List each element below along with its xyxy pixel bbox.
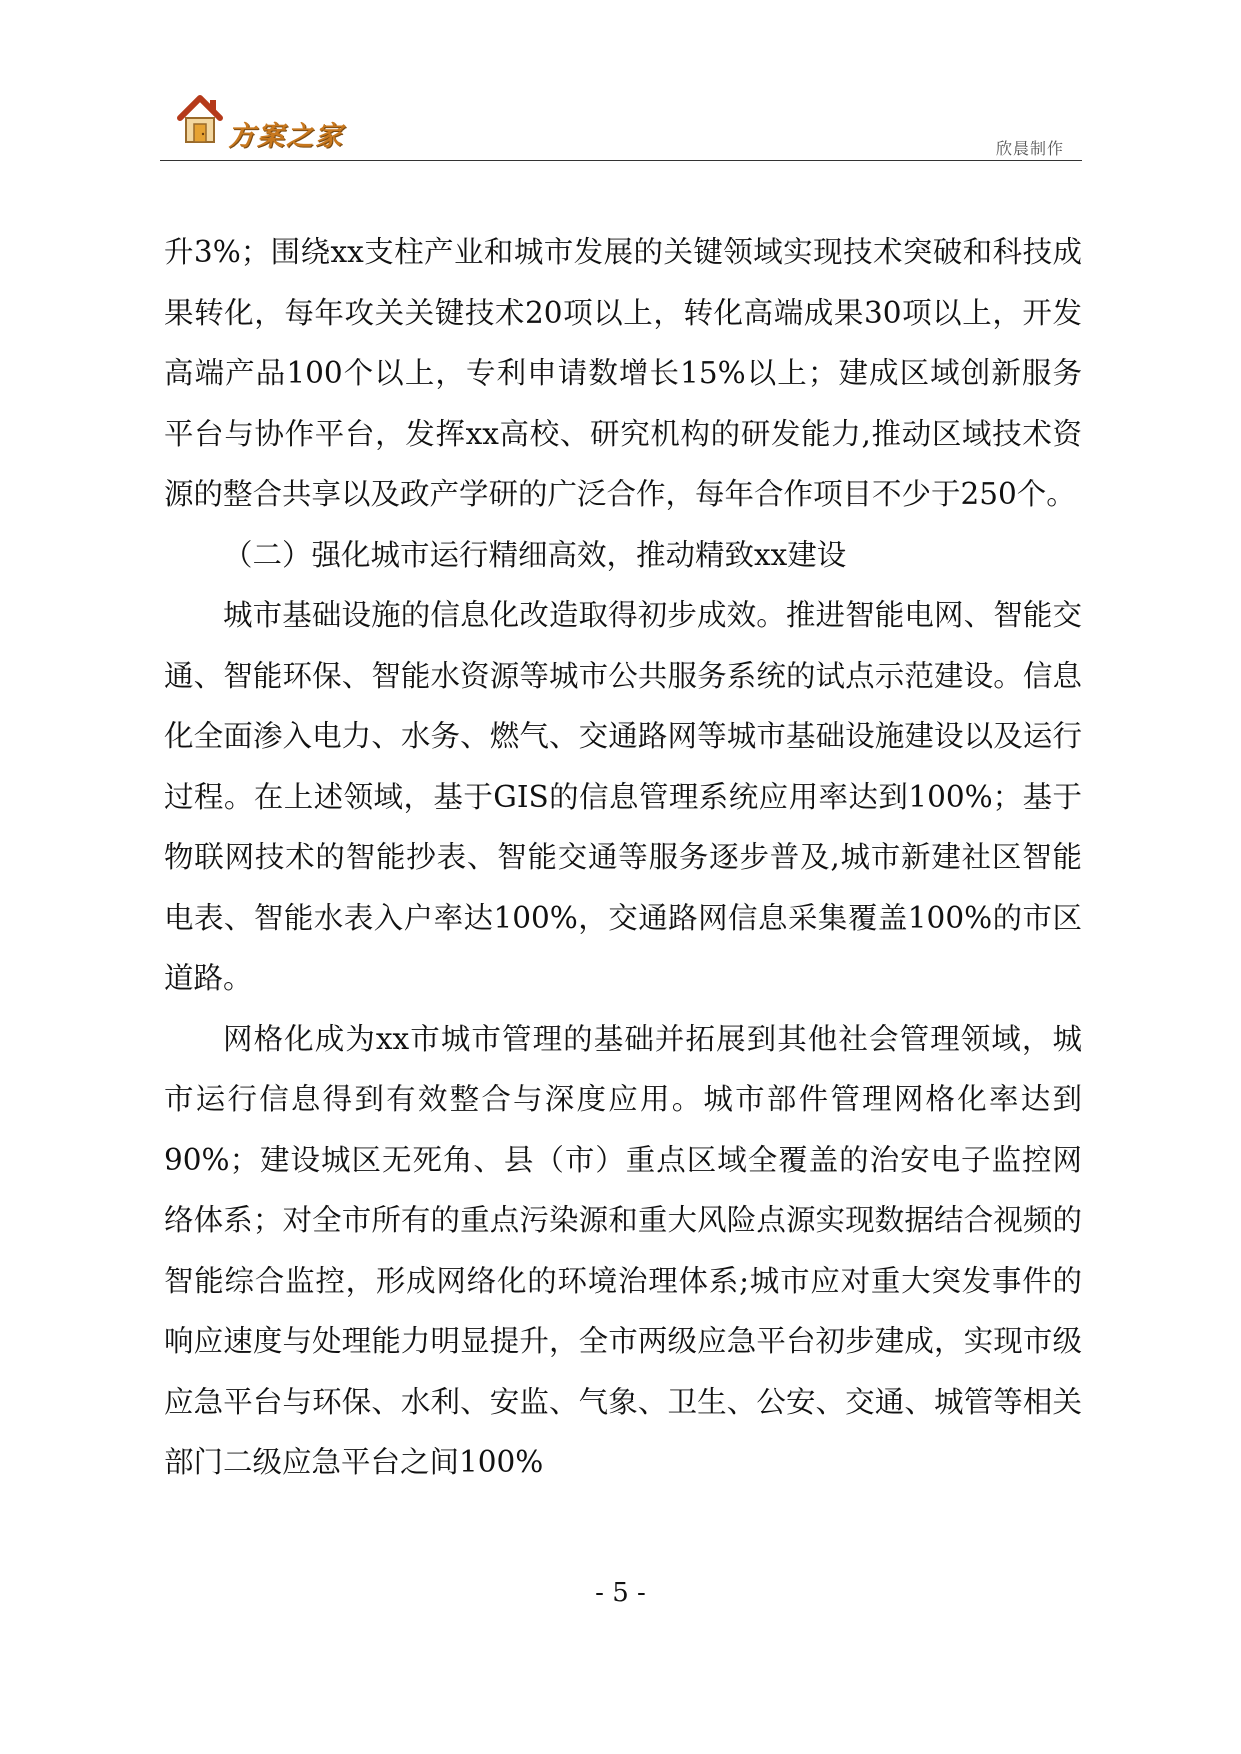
page-header <box>160 88 1082 162</box>
logo <box>176 88 356 150</box>
paragraph: 升3%；围绕xx支柱产业和城市发展的关键领域实现技术突破和科技成果转化，每年攻关关键技术20项以上，转化高端成果30项以上，开发高端产品100个以上，专利申请数增长15%以上；建成区域创新服务平台与协作平台，发挥xx高校、研究机构的研发能力,推动区域技术资源的整合共享以及政产学研的广泛合作，每年合作项目不少于250个。 <box>164 235 1082 511</box>
maker-label: 欣晨制作 <box>995 139 1064 158</box>
house-icon <box>176 92 224 148</box>
page-number: - 5 - <box>595 1578 646 1608</box>
header-divider <box>160 160 1082 161</box>
paragraph: 网格化成为xx市城市管理的基础并拓展到其他社会管理领域，城市运行信息得到有效整合与深度应用。城市部件管理网格化率达到90%；建设城区无死角、县（市）重点区域全覆盖的治安电子监控网络体系；对全市所有的重点污染源和重大风险点源实现数据结合视频的智能综合监控，形成网络化的环境治理体系;城市应对重大突发事件的响应速度与处理能力明显提升，全市两级应急平台初步建成，实现市级应急平台与环保、水利、安监、气象、卫生、公安、交通、城管等相关部门二级应急平台之间100% <box>164 1021 1082 1479</box>
section-heading: （二）强化城市运行精细高效，推动精致xx建设 <box>223 537 847 572</box>
paragraph: 城市基础设施的信息化改造取得初步成效。推进智能电网、智能交通、智能环保、智能水资源等城市公共服务系统的试点示范建设。信息化全面渗入电力、水务、燃气、交通路网等城市基础设施建设以及运行过程。在上述领域，基于GIS的信息管理系统应用率达到100%；基于物联网技术的智能抄表、智能交通等服务逐步普及,城市新建社区智能电表、智能水表入户率达100%，交通路网信息采集覆盖100%的市区道路。 <box>164 598 1082 995</box>
logo-text: 方案之家 <box>228 121 344 152</box>
body-text <box>164 222 1082 1493</box>
